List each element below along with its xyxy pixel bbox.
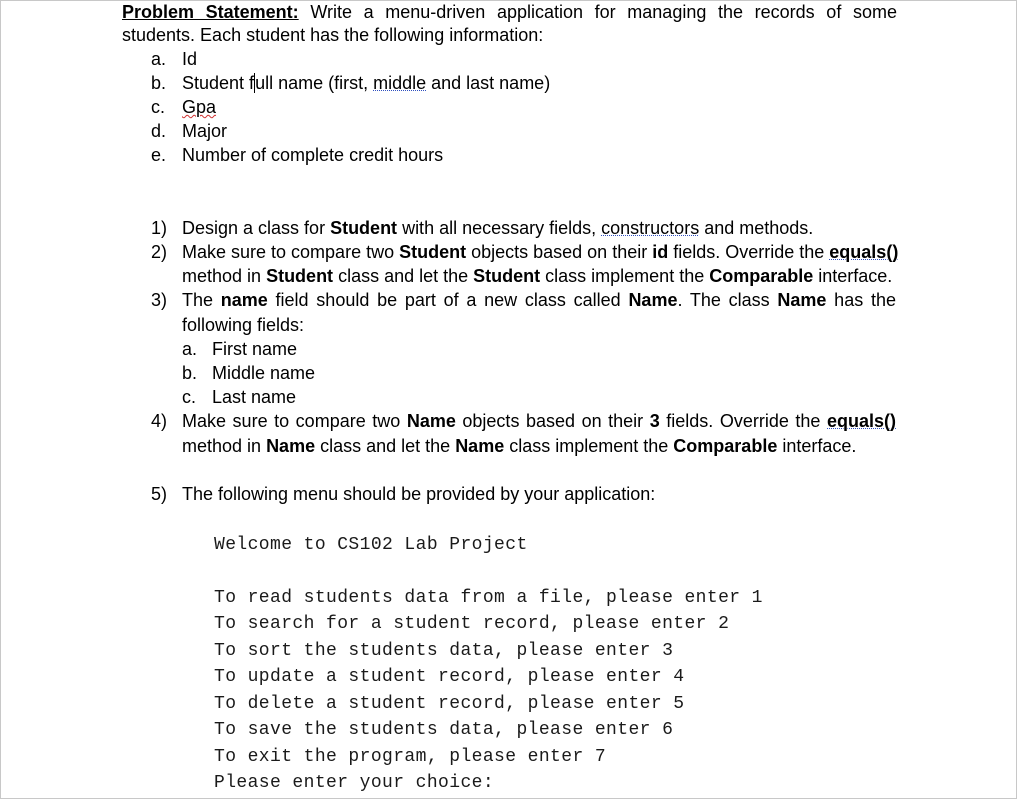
grammar-flagged-word: middle (373, 73, 427, 93)
task-5: The following menu should be provided by your application: (182, 484, 656, 504)
task-marker: 1) (151, 218, 168, 238)
info-item-full-name (182, 71, 550, 95)
task-text: interface. (813, 266, 893, 286)
task-2-line-2 (182, 264, 892, 288)
sub-marker: b. (182, 363, 198, 383)
info-item-major: Major (182, 121, 228, 141)
keyword-name: name (220, 290, 268, 310)
sub-item-first-name: First name (212, 339, 298, 359)
menu-option-save: To save the students data, please enter 6 (214, 720, 674, 740)
spelling-flagged-word: Gpa (182, 97, 217, 117)
menu-welcome: Welcome to CS102 Lab Project (214, 535, 528, 555)
keyword-id: id (652, 242, 669, 262)
keyword-student: Student (399, 242, 467, 262)
list-marker: d. (151, 121, 167, 141)
task-text: The (182, 290, 221, 310)
task-4-line-1 (182, 409, 896, 433)
info-item-gpa (182, 95, 216, 119)
task-text: objects based on their (466, 242, 653, 262)
task-text: Make sure to compare two (182, 242, 400, 262)
keyword-name-class: Name (777, 290, 827, 310)
info-item-credit-hours: Number of complete credit hours (182, 145, 444, 165)
keyword-equals: equals() (827, 411, 897, 431)
task-text: method in (182, 266, 267, 286)
task-2-line-1 (182, 240, 899, 264)
task-4-line-2 (182, 434, 856, 458)
keyword-three: 3 (649, 411, 660, 431)
task-text: field should be part of a new class called (267, 290, 629, 310)
task-text: has the (826, 290, 896, 310)
sub-marker: a. (182, 339, 198, 359)
task-text: with all necessary fields, (397, 218, 602, 238)
list-marker: c. (151, 97, 166, 117)
sub-item-middle-name: Middle name (212, 363, 316, 383)
sub-marker: c. (182, 387, 197, 407)
list-marker: e. (151, 145, 167, 165)
task-3-line-1 (182, 288, 896, 312)
task-text: Design a class for (182, 218, 331, 238)
grammar-flagged-word: constructors (601, 218, 700, 238)
menu-prompt: Please enter your choice: (214, 773, 495, 793)
task-marker: 2) (151, 242, 168, 262)
menu-option-read: To read students data from a file, please enter 1 (214, 588, 763, 608)
keyword-name-class: Name (406, 411, 456, 431)
info-text-part: ull name (first, (255, 73, 374, 93)
keyword-comparable: Comparable (709, 266, 814, 286)
task-text: method in (182, 436, 267, 456)
keyword-name-class: Name (628, 290, 678, 310)
task-marker: 5) (151, 484, 168, 504)
problem-statement-line-2: students. Each student has the following information: (122, 25, 544, 45)
task-marker: 4) (151, 411, 168, 431)
task-text: . The class (677, 290, 778, 310)
problem-statement-line-1 (122, 0, 897, 24)
keyword-equals: equals() (829, 242, 899, 262)
task-text: class and let the (333, 266, 474, 286)
task-text: class implement the (540, 266, 710, 286)
keyword-comparable: Comparable (673, 436, 778, 456)
task-1 (182, 216, 813, 240)
menu-option-exit: To exit the program, please enter 7 (214, 747, 607, 767)
info-text-part: Student f (182, 73, 255, 93)
keyword-student: Student (330, 218, 398, 238)
problem-text: Write a menu-driven application for managing the records of some (310, 2, 897, 22)
task-text: fields. Override the (668, 242, 830, 262)
task-text: interface. (777, 436, 857, 456)
keyword-student: Student (266, 266, 334, 286)
menu-option-search: To search for a student record, please enter 2 (214, 614, 730, 634)
keyword-name-class: Name (266, 436, 316, 456)
task-text: fields. Override the (659, 411, 827, 431)
task-text: objects based on their (455, 411, 650, 431)
problem-heading: Problem Statement: (122, 2, 299, 22)
task-text: class implement the (504, 436, 674, 456)
task-marker: 3) (151, 290, 168, 310)
sub-item-last-name: Last name (212, 387, 297, 407)
task-text: Make sure to compare two (182, 411, 407, 431)
menu-option-sort: To sort the students data, please enter 3 (214, 641, 674, 661)
list-marker: b. (151, 73, 167, 93)
menu-option-update: To update a student record, please enter 4 (214, 667, 685, 687)
task-text: and methods. (699, 218, 814, 238)
keyword-name-class: Name (455, 436, 505, 456)
info-item-id: Id (182, 49, 198, 69)
task-3-line-2: following fields: (182, 315, 305, 335)
list-marker: a. (151, 49, 167, 69)
task-text: class and let the (315, 436, 456, 456)
keyword-student: Student (473, 266, 541, 286)
menu-option-delete: To delete a student record, please enter 5 (214, 694, 685, 714)
info-text-part: and last name) (426, 73, 551, 93)
